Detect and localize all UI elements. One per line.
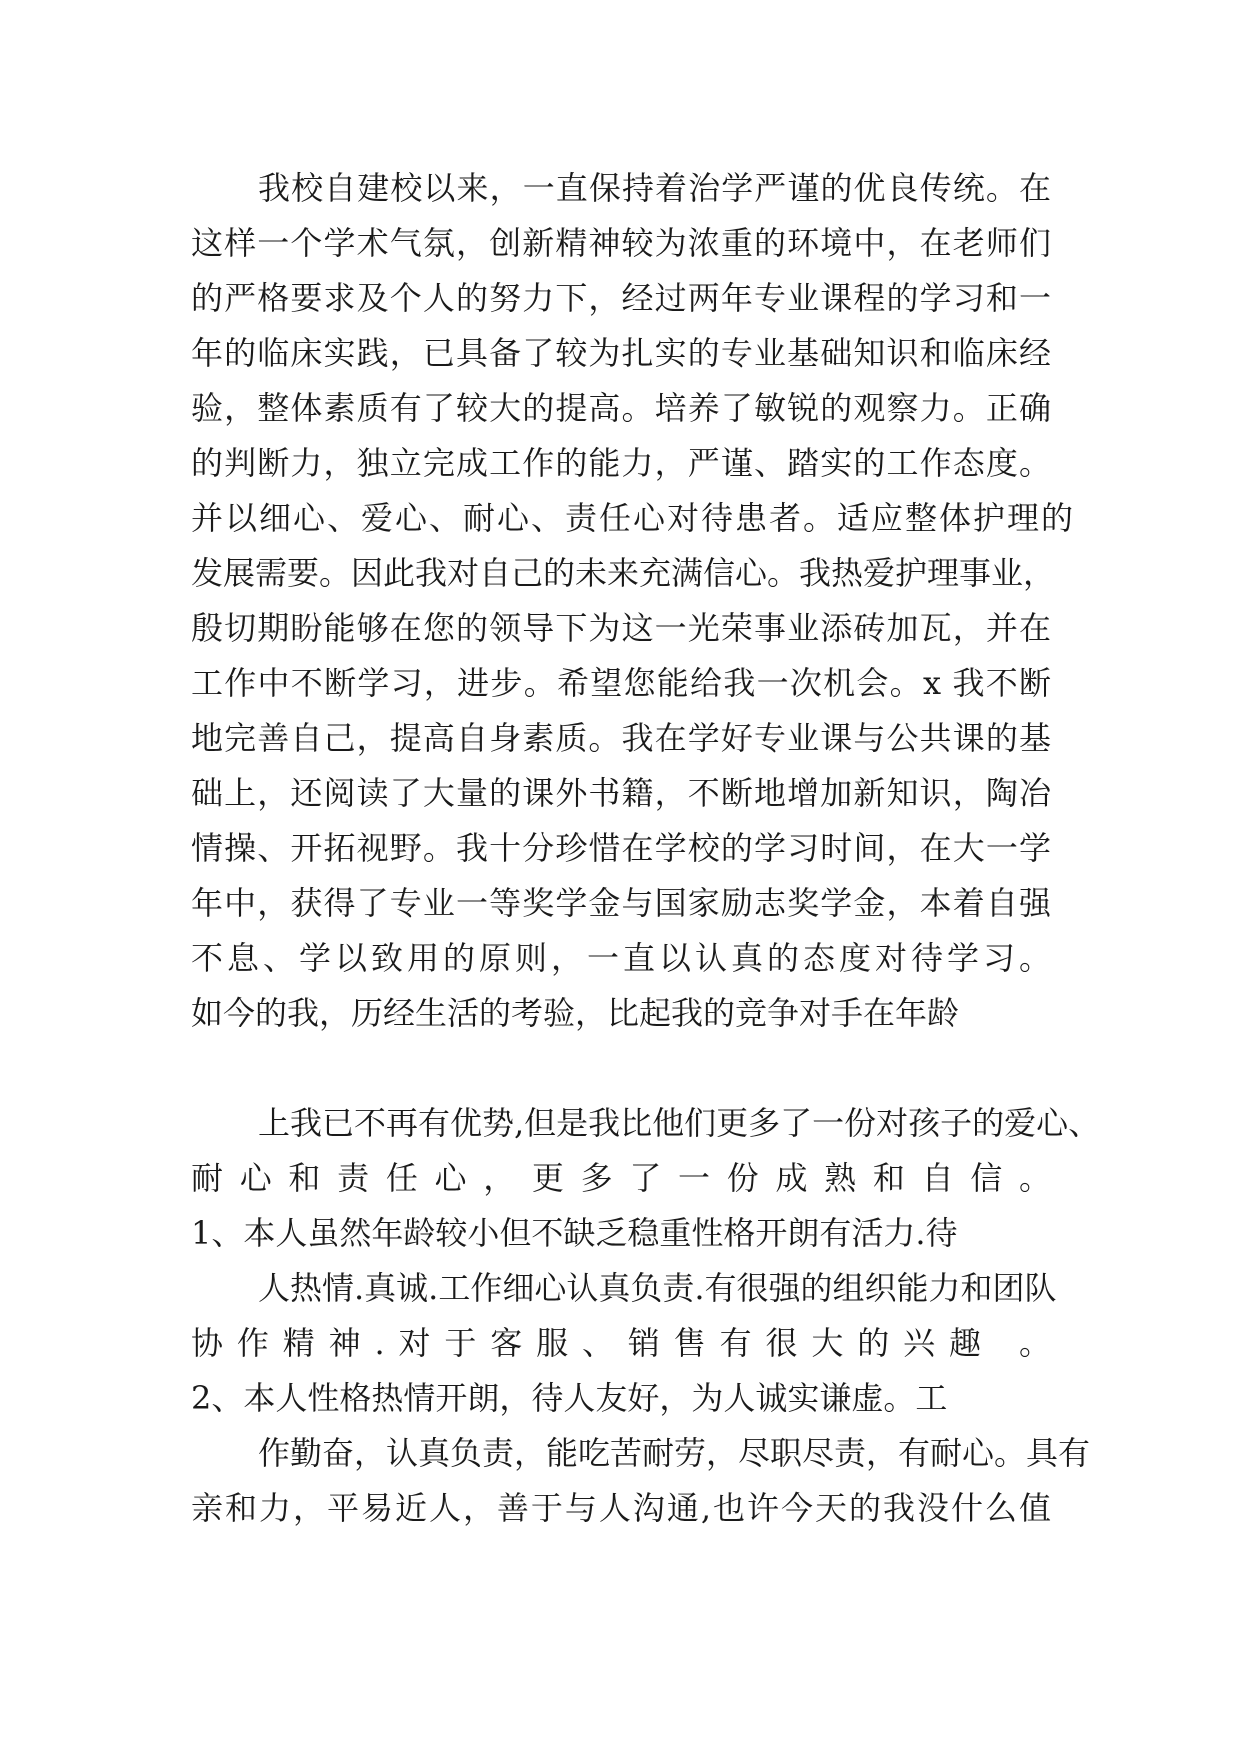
paragraph-4-line: 作勤奋，认真负责，能吃苦耐劳，尽职尽责，有耐心。具有 [258,1434,1091,1472]
paragraph-1-line: 工作中不断学习，进步。希望您能给我一次机会。x 我不断 [191,664,1051,702]
paragraph-3-line: 人热情.真诚.工作细心认真负责.有很强的组织能力和团队 [258,1269,1057,1307]
paragraph-1-line: 发展需要。因此我对自己的未来充满信心。我热爱护理事业， [191,554,1056,592]
paragraph-1-line: 础上，还阅读了大量的课外书籍，不断地增加新知识，陶冶 [191,774,1051,812]
paragraph-1-line: 殷切期盼能够在您的领导下为这一光荣事业添砖加瓦，并在 [191,609,1051,647]
paragraph-1-line: 情操、开拓视野。我十分珍惜在学校的学习时间，在大一学 [191,829,1051,867]
paragraph-1-line: 我校自建校以来，一直保持着治学严谨的优良传统。在 [258,169,1051,207]
paragraph-1-line: 不息、学以致用的原则，一直以认真的态度对待学习。 [191,939,1051,977]
paragraph-1-line: 这样一个学术气氛，创新精神较为浓重的环境中，在老师们 [191,224,1051,262]
paragraph-2-line: 1、本人虽然年龄较小但不缺乏稳重性格开朗有活力.待 [191,1214,958,1252]
paragraph-4-line [0,1535,1241,1591]
paragraph-1-line: 的严格要求及个人的努力下，经过两年专业课程的学习和一 [191,279,1051,317]
paragraph-3-line: 协作精神.对于客服、销售有很大的兴趣 。 [191,1324,1051,1362]
paragraph-1-line: 的判断力，独立完成工作的能力，严谨、踏实的工作态度。 [191,444,1051,482]
paragraph-1-line: 年的临床实践，已具备了较为扎实的专业基础知识和临床经 [191,334,1051,372]
paragraph-1-line: 并以细心、爱心、耐心、责任心对待患者。适应整体护理的 [191,499,1073,537]
paragraph-2-line: 耐心和责任心，更多了一份成熟和自信。 [191,1159,1051,1197]
paragraph-1-line: 地完善自己，提高自身素质。我在学好专业课与公共课的基 [191,719,1051,757]
paragraph-1-line: 验，整体素质有了较大的提高。培养了敏锐的观察力。正确 [191,389,1051,427]
paragraph-1-line: 年中，获得了专业一等奖学金与国家励志奖学金，本着自强 [191,884,1051,922]
paragraph-1-line: 如今的我，历经生活的考验，比起我的竞争对手在年龄 [191,994,960,1032]
paragraph-3-line: 2、本人性格热情开朗，待人友好，为人诚实谦虚。工 [191,1379,948,1417]
paragraph-4-line: 亲和力，平易近人，善于与人沟通,也许今天的我没什么值 [191,1489,1051,1527]
paragraph-2-line: 上我已不再有优势,但是我比他们更多了一份对孩子的爱心、 [258,1104,1101,1142]
